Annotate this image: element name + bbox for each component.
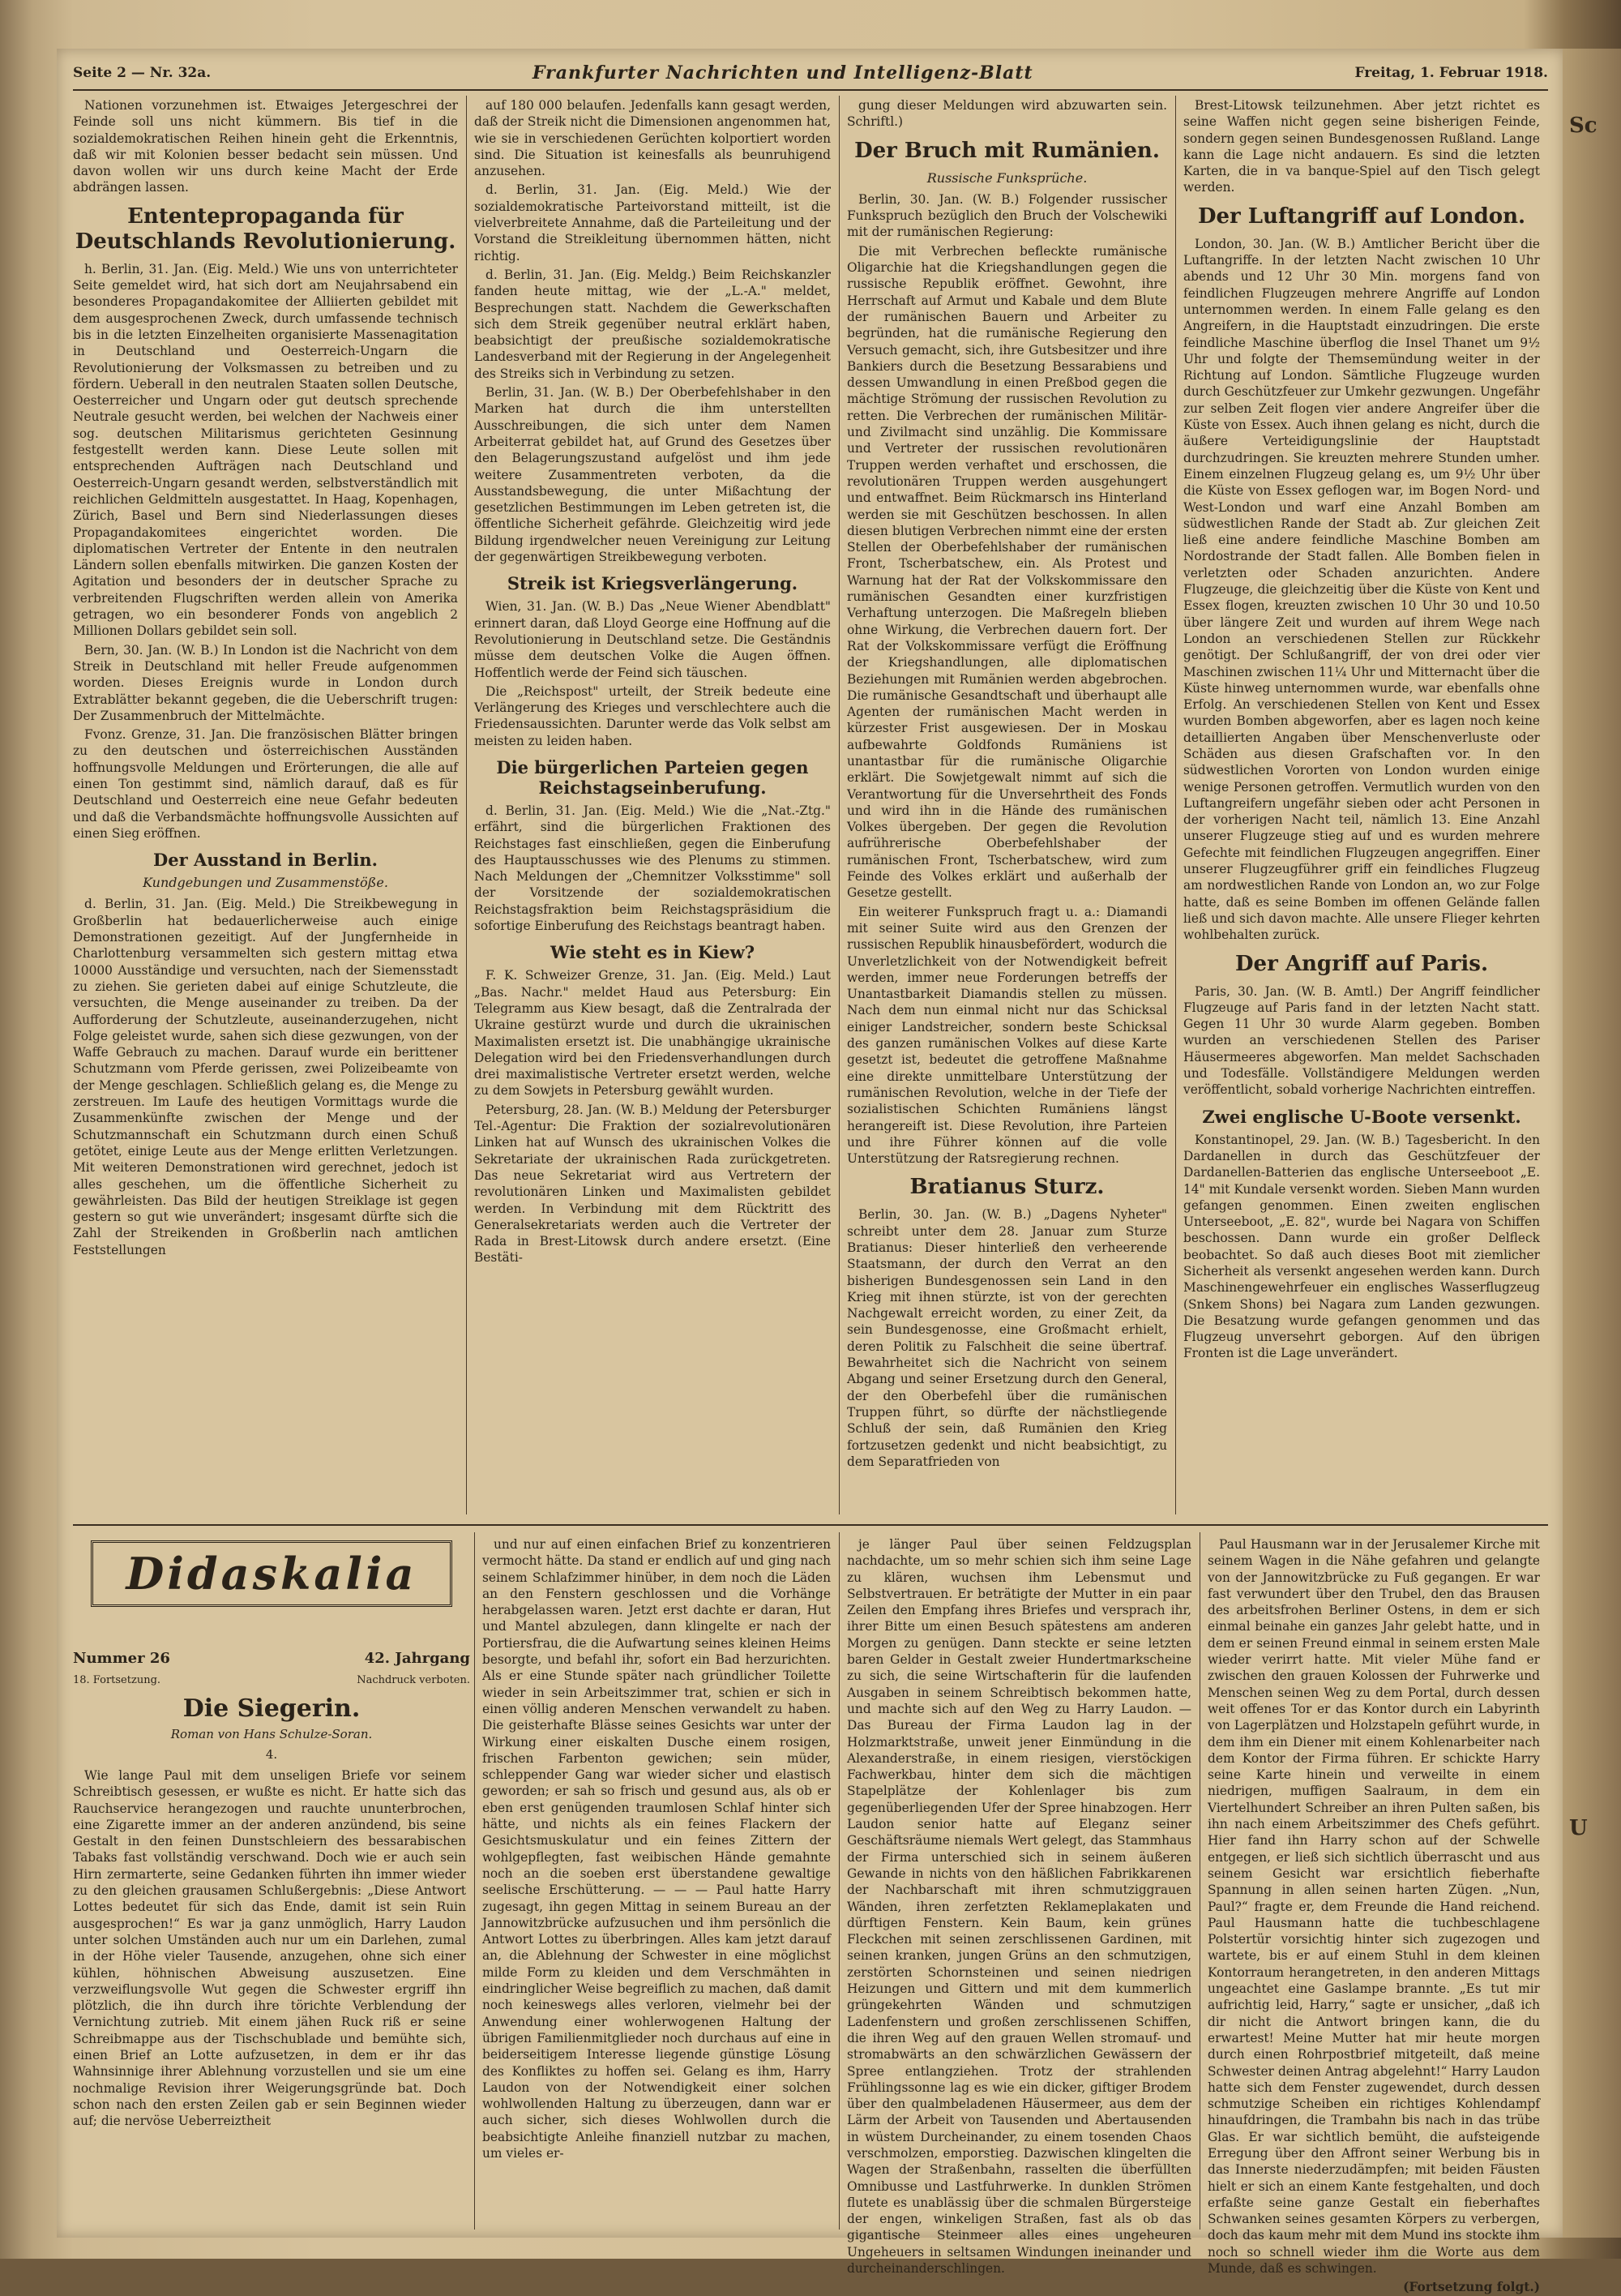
article-headline: Wie steht es in Kiew?: [550, 942, 755, 963]
article-paragraph: Brest-Litowsk teilzunehmen. Aber jetzt richtet es seine Waffen nicht gegen seine bisherigen Feinde, sondern gegen seinen Bundesgenossen Rußland. Lange kann die Lage nicht andauern. Es sind die letzten Karten, die in va banque-Spiel auf den Tisch gelegt werden.: [1183, 98, 1540, 195]
adjacent-page-fragment: Sc: [1569, 114, 1597, 138]
article-paragraph: d. Berlin, 31. Jan. (Eig. Meld.) Wie die „Nat.-Ztg." erfährt, sind die bürgerlichen Fraktionen des Reichstages fast einschließen, gegen die Einberufung des Hauptausschusses wie des Plenums zu stimmen. Nach Meldungen der „Chemnitzer Volksstimme" soll der Vorsitzende der sozialdemokratischen Reichstagsfraktion beim Reichstagspräsidium die sofortige Einberufung des Reichstags beantragt haben.: [474, 803, 831, 934]
article-paragraph: Ein weiterer Funkspruch fragt u. a.: Diamandi mit seiner Suite wird aus den Grenzen der russischen Republik hinausbefördert, wodurch die Unverletzlichkeit von der Notwendigkeit befreit werden, immer neue Forderungen betreffs der Unantastbarkeit Diamandis stellen zu müssen. Nach dem nun einmal nicht nur das Schicksal einiger Landstreicher, sondern beste Schicksal des ganzen rumänischen Volkes auf diese Karte gesetzt ist, bedeutet die getroffene Maßnahme eine direkte unmittelbare Unterstützung der rumänischen Revolution, welche in der Tiefe der sozialistischen Schichten Rumäniens längst herangereift ist. Diese Revolution, ihre Parteien und ihre Führer können auf die volle Unterstützung der Ratsregierung rechnen.: [847, 904, 1167, 1167]
article-paragraph: F. K. Schweizer Grenze, 31. Jan. (Eig. Meld.) Laut „Bas. Nachr." meldet Haud aus Petersburg: Ein Telegramm aus Kiew besagt, daß die Zentralrada der Ukraine gestürzt wurde und durch die ukrainischen Maximalisten ersetzt ist. Die unabhängige ukrainische Delegation wird bei den Friedensverhandlungen durch drei maximalistische Vertreter ersetzt werden, welche zu dem Sowjets in Petersburg gewählt wurden.: [474, 968, 831, 1099]
article-paragraph: Nationen vorzunehmen ist. Etwaiges Jetergeschrei der Feinde soll uns nicht kümmern. Bis tief in die sozialdemokratischen Reihen hinein geht die Erkenntnis, daß wir mit Kolonien besser bedacht sein müssen. Und davon wollen wir uns durch keine Macht der Erde abdrängen lassen.: [73, 98, 458, 195]
feuilleton-issue: Nummer 26: [73, 1650, 170, 1667]
article-paragraph: Die „Reichspost" urteilt, der Streik bedeute eine Verlängerung des Krieges und verschlechtere auch die Friedensaussichten. Darunter werde das Volk selbst am meisten zu leiden haben.: [474, 683, 831, 748]
section-rule: [73, 1524, 1548, 1526]
continued-note: (Fortsetzung folgt.): [1403, 2280, 1540, 2295]
news-column-2: [474, 97, 831, 1516]
news-column-1: [73, 97, 458, 1516]
article-headline: Der Ausstand in Berlin.: [153, 850, 378, 871]
article-headline: Ententepropaganda für Deutschlands Revolutionierung.: [75, 203, 456, 254]
article-headline: Der Bruch mit Rumänien.: [854, 138, 1160, 163]
article-paragraph: Wien, 31. Jan. (W. B.) Das „Neue Wiener Abendblatt" erinnert daran, daß Lloyd George eine Hoffnung auf die Revolutionierung in Deutschland setze. Die Geständnis müsse dem deutschen Volke die Augen öffnen. Hoffentlich werde der Feind sich täuschen.: [474, 599, 831, 680]
article-paragraph: d. Berlin, 31. Jan. (Eig. Meldg.) Beim Reichskanzler fanden heute mittag, wie der „L.-A." meldet, Besprechungen statt. Nachdem die Gewerkschaften sich dem Streik gegenüber neutral erklärt haben, beabsichtigt der preußische sozialdemokratische Landesverband mit der Regierung in der Angelegenheit des Streiks sich in Verbindung zu setzen.: [474, 267, 831, 381]
article-headline: Bratianus Sturz.: [909, 1175, 1105, 1200]
column-rule: [839, 96, 840, 1514]
novel-title: Die Siegerin.: [182, 1694, 361, 1723]
news-column-3: [847, 97, 1167, 1516]
novel-paragraph: Wie lange Paul mit dem unseligen Briefe vor seinem Schreibtisch gesessen, er wußte es nicht. Er hatte sich das Rauchservice herangezogen und rauchte ununterbrochen, eine Zigarette immer an der anderen anzündend, bis seine Gestalt in den feinen Dunstschleiern des bessarabischen Tabaks fast vollständig verschwand. Doch wie er auch sein Hirn zermarterte, seine Gedanken führten ihn immer wieder zu den gleichen grausamen Schlußergebnis: „Diese Antwort Lottes bedeutet für sich das Ende, damit ist sein Ruin ausgesprochen!“ Es war ja ganz unmöglich, Harry Laudon unter solchen Umständen auch nur um ein Darlehen, zumal in der Höhe vieler Tausende, anzugehen, ohne sich einer kühlen, höhnischen Abweisung auszusetzen. Eine verzweiflungsvolle Wut gegen die Schwester ergriff ihn plötzlich, die ihn durch ihre törichte Verblendung der Vernichtung zutrieb. Mit einem jähen Ruck riß er seine Schreibmappe aus der Tischschublade und bemühte sich, einen Brief an Lotte aufzusetzen, in dem er ihr das Wahnsinnige ihrer Ablehnung vorzustellen und sie um eine nochmalige Revision ihrer Weigerungsgründe bat. Doch schon nach den ersten Zeilen gab er sein Beginnen wieder auf; die nervöse Ueberreiztheit: [73, 1768, 466, 2129]
article-paragraph: Berlin, 30. Jan. (W. B.) „Dagens Nyheter" schreibt unter dem 28. Januar zum Sturze Bratianus: Dieser hinterließ den verheerende Staatsmann, der durch den Verrat an den bisherigen Bundesgenossen sein Land in den Krieg mit ihnen stürzte, ist von der gerechten Nachgewalt erreicht worden, zu einer Zeit, da sein Bundesgenosse, eine Großmacht erhielt, deren Politik zu Falschheit die seine übertraf. Bewahrheitet sich die Nachricht von seinem Abgang und seiner Ersetzung durch den General, der den Oberbefehl über die rumänischen Truppen führt, so dürfte der nächstliegende Schluß der sein, daß Rumänien den Krieg fortzusetzen gedenkt und nicht beabsichtigt, zu dem Separatfrieden von: [847, 1207, 1167, 1469]
masthead: [73, 57, 1548, 91]
article-subheadline: Kundgebungen und Zusammenstöße.: [143, 875, 388, 891]
column-rule: [466, 96, 467, 1514]
article-paragraph: Berlin, 30. Jan. (W. B.) Folgender russischer Funkspruch bezüglich den Bruch der Volschewiki mit der rumänischen Regierung:: [847, 191, 1167, 240]
article-paragraph: Bern, 30. Jan. (W. B.) In London ist die Nachricht von dem Streik in Deutschland mit heller Freude aufgenommen worden. Dieses Ereignis wurde in London durch Extrablätter bekannt gegeben, die die Ueberschrift trugen: Der Zusammenbruch der Mittelmächte.: [73, 642, 458, 723]
article-paragraph: gung dieser Meldungen wird abzuwarten sein. Schriftl.): [847, 98, 1167, 130]
feuilleton-header: [73, 1540, 470, 1630]
novel-column-2: [482, 1536, 831, 2230]
article-paragraph: London, 30. Jan. (W. B.) Amtlicher Bericht über die Luftangriffe. In der letzten Nacht zwischen 10 Uhr abends und 12 Uhr 30 Min. morgens fand von feindlichen Flugzeugen mehrere Angriffe auf London unternommen werden. In einem Falle gelang es den Angreifern, in die Hauptstadt einzudringen. Die erste feindliche Maschine überflog die Insel Thanet um 9½ Uhr und folgte der Themsemündung weiter in der Richtung auf London. Sämtliche Flugzeuge wurden durch Geschützfeuer zur Umkehr gezwungen. Ungefähr zur selben Zeit flogen vier andere Angreifer über die Küste von Essex. Auch ihnen gelang es nicht, durch die äußere Verteidigungslinie der Hauptstadt durchzudringen. Sie kreuzten mehrere Stunden umher. Einem einzelnen Flugzeug gelang es, um 9½ Uhr über die Küste von Essex geflogen war, im Bogen Nord- und West-London und warf eine Anzahl Bomben am südwestlichen Rande der Stadt ab. Zur gleichen Zeit ließ eine andere feindliche Maschine Bomben am Nordostrande der Stadt fallen. Alle Bomben fielen in verletzten oder Schaden anzurichten. Andere Flugzeuge, die gleichzeitig über die Küste von Kent und Essex flogen, kreuzten zwischen 10 Uhr 30 und 10.50 über längere Zeit und wurden auf ihrem Wege nach London an verschiedenen Stellen zur Rückkehr genötigt. Der Schlußangriff, der von drei oder vier Maschinen zwischen 11¼ Uhr und Mitternacht über die Küste hinweg unternommen wurde, war ebenfalls ohne Erfolg. An verschiedenen Stellen von Kent und Essex wurden Bomben abgeworfen, aber es lagen noch keine detaillierten Angaben über Menschenverluste oder Schäden aus diesen Grafschaften vor. In den südwestlichen Vororten von London wurden einige wenige Personen getroffen. Vermutlich wurden von den Luftangreifern ungefähr sieben oder acht Personen in der vorherigen Nacht teil, nämlich 13. Eine Anzahl unserer Flugzeuge stieg auf und es wurden mehrere Gefechte mit feindlichen Flugzeugen angegriffen. Einer unserer Flugzeugführer griff ein feindliches Flugzeug am nordwestlichen Rande von London an, wo zur Folge hatte, daß es seine Bomben im offenen Gelände fallen ließ und sich davon machte. Alle unsere Flieger kehrten wohlbehalten zurück.: [1183, 236, 1540, 943]
article-paragraph: auf 180 000 belaufen. Jedenfalls kann gesagt werden, daß der Streik nicht die Dimensionen angenommen hat, wie sie in verschiedenen Gerüchten kolportiert worden sind. Die Situation ist keinesfalls als beunruhigend anzusehen.: [474, 98, 831, 179]
news-column-4: [1183, 97, 1540, 1516]
article-paragraph: d. Berlin, 31. Jan. (Eig. Meld.) Wie der sozialdemokratische Parteivorstand mitteilt, ist die vielverbreitete Annahme, daß die Parteileitung und der Vorstand die Streikleitung übernommen hätten, nicht richtig.: [474, 182, 831, 263]
novel-column-4: [1208, 1536, 1540, 2295]
article-paragraph: Petersburg, 28. Jan. (W. B.) Meldung der Petersburger Tel.-Agentur: Die Fraktion der sozialrevolutionären Linken hat auf Wunsch des ukrainischen Volkes die Sekretariate der ukrainischen Rada zurückgetreten. Das neue Sekretariat wird aus Vertretern der revolutionären Linken und Maximalisten gebildet werden. In Verbindung mit dem Rücktritt des Generalsekretariats werden auch die Vertreter der Rada in Brest-Litowsk durch andere ersetzt. (Eine Bestäti-: [474, 1102, 831, 1266]
continuation-note: 18. Fortsetzung.: [73, 1674, 161, 1686]
article-headline: Streik ist Kriegsverlängerung.: [507, 573, 798, 594]
feuilleton-year: 42. Jahrgang: [364, 1650, 470, 1667]
issue-date: Freitag, 1. Februar 1918.: [1354, 65, 1548, 81]
chapter-number: 4.: [265, 1747, 278, 1762]
column-rule: [1175, 96, 1176, 1514]
novel-author: Roman von Hans Schulze-Soran.: [170, 1727, 373, 1741]
article-headline: Zwei englische U-Boote versenkt.: [1202, 1106, 1521, 1127]
article-paragraph: Berlin, 31. Jan. (W. B.) Der Oberbefehlshaber in den Marken hat durch die ihm unterstellten Ausschreibungen, die sich unter dem Namen Arbeiterrat gebildet hat, auf Grund des Gesetzes über den Belagerungszustand aufgelöst und ihm jede weitere Zusammentreten verboten, da die Ausstandsbewegung, die unter Mißachtung der gesetzlichen Bestimmungen im Leben getreten ist, die öffentliche Sicherheit gefährde. Gleichzeitig wird jede Bildung irgendwelcher neuen Vereinigung zur Leitung der gegenwärtigen Streikbewegung verboten.: [474, 385, 831, 565]
adjacent-page-fragment: U: [1569, 1816, 1588, 1840]
feuilleton-issue-row: [73, 1650, 470, 1667]
novel-column-3: [847, 1536, 1191, 2277]
article-paragraph: Fvonz. Grenze, 31. Jan. Die französischen Blätter bringen zu den deutschen und österreichischen Ausständen hoffnungsvolle Meldungen und Erörterungen, die alle auf einen Ton gestimmt sind, nämlich darauf, daß es für Deutschland und Oesterreich eine neue Gefahr bedeuten und daß die Verbandsmächte hoffnungsvolle Aussichten auf einen Sieg eröffnen.: [73, 727, 458, 841]
novel-paragraph: und nur auf einen einfachen Brief zu konzentrieren vermocht hätte. Da stand er endlich auf und ging nach seinem Schlafzimmer hinüber, in dem noch die Läden an den Fenstern geschlossen und die Vorhänge herabgelassen waren. Jetzt erst dachte er daran, Hut und Mantel abzulegen, dann klingelte er nach der Portiersfrau, die die Aufwartung seines kleinen Heims besorgte, und befahl ihr, sofort ein Bad herzurichten. Als er eine Stunde später nach gründlicher Toilette wieder in sein Arbeitszimmer trat, schien er sich in einen völlig anderen Menschen verwandelt zu haben. Die geisterhafte Blässe seines Gesichts war unter der Wirkung einer eiskalten Dusche einem rosigen, frischen Farbenton gewichen; sein müder, schleppender Gang war wieder sicher und elastisch geworden; er sah so frisch und gesund aus, als ob er eben erst genügenden traumlosen Schlaf hinter sich hätte, und nichts als ein feines Flackern der Gesichtsmuskulatur und ein feines Zittern der wohlgepflegten, fast weibischen Hände gemahnte noch an die soeben erst überstandene gewaltige seelische Erschütterung. — — — Paul hatte Harry zugesagt, ihn gegen Mittag in seinem Bureau an der Jannowitzbrücke aufzusuchen und ihm persönlich die Antwort Lottes zu überbringen. Alles kam jetzt darauf an, die Ablehnung der Schwester in eine möglichst milde Form zu kleiden und dem Verschmähten in eindringlicher Weise begreiflich zu machen, daß damit noch keineswegs alles verloren, vielmehr bei der Anwendung einer wohlerwogenen Haltung der übrigen Familienmitglieder noch durchaus auf eine in beiderseitigem Interesse liegende günstige Lösung des Konfliktes zu hoffen sei. Gelang es ihm, Harry Laudon von der Notwendigkeit einer solchen wohlwollenden Haltung zu überzeugen, dann war er auch sicher, sich dieses Wohlwollen durch die beabsichtigte Anleihe finanziell nutzbar zu machen, um vieles er-: [482, 1537, 831, 2161]
article-subheadline: Russische Funksprüche.: [926, 169, 1088, 186]
feuilleton-meta-row: [73, 1674, 470, 1686]
adjacent-page-edge: [1563, 49, 1621, 2238]
article-paragraph: Paris, 30. Jan. (W. B. Amtl.) Der Angriff feindlicher Flugzeuge auf Paris fand in der letzten Nacht statt. Gegen 11 Uhr 30 wurde Alarm gegeben. Bomben wurden an verschiedenen Stellen des Pariser Häusermeeres abgeworfen. Man meldet Sachschaden und Todesfälle. Vollständigere Meldungen werden veröffentlicht, sobald vorherige Nachrichten eintreffen.: [1183, 983, 1540, 1098]
novel-paragraph: je länger Paul über seinen Feldzugsplan nachdachte, um so mehr schien sich ihm seine Lage zu klären, wuchsen ihm Lebensmut und Selbstvertrauen. Er beträtigte der Mutter in ein paar Zeilen den Empfang ihres Briefes und versprach ihr, ihrer Bitte um einen Besuch spätestens am anderen Morgen zu genügen. Dann steckte er seine letzten baren Gelder in Gestalt zweier Hundertmarkscheine zu sich, die seine Wirtschafterin für die laufenden Ausgaben in seinem Schreibtisch bekommen hatte, und machte sich auf den Weg zu Harry Laudon. — Das Bureau der Firma Laudon lag in der Holzmarktstraße, unweit jener Einmündung in die Alexanderstraße, in einem riesigen, vierstöckigen Fachwerkbau, hinter dem sich die mächtigen Stapelplätze der Kohlenlager bis zum gegenüberliegenden Ufer der Spree hinabzogen. Herr Laudon senior hatte auf Eleganz seiner Geschäftsräume niemals Wert gelegt, das Stammhaus der Firma unterschied sich in seinem äußeren Gewande in nichts von den häßlichen Fabrikkarenen der Nachbarschaft mit ihren schmutziggrauen Wänden, ihren zerfetzten Reklameplakaten und dürftigen Fenstern. Kein Baum, kein grünes Fleckchen mit seinen zerschlissenen Gardinen, mit seinen kranken, jungen Grüns an den schmutzigen, zerstörten Schornsteinen und seinen niedrigen Heizungen und Gittern und mit dem kummerlich grüngekehrten Wänden und schmutzigen Ladenfenstern und großen zerschlissenen Schiffen, die ihren Weg auf den grauen Wellen stromauf- und stromabwärts an den schwärzlichen Gewässern der Spree entlangziehen. Trotz der strahlenden Frühlingssonne lag es wie ein dicker, giftiger Brodem über den qualmbeladenen Häusermeer, aus dem der Lärm der Arbeit von Tausenden und Abertausenden in wüstem Durcheinander, zu einem tosenden Chaos verschmolzen, emporstieg. Dazwischen klingelten die Wagen der Straßenbahn, rasselten die überfüllten Omnibusse und Lastfuhrwerke. In dunklen Strömen flutete es unablässig über die schmalen Bürgersteige der engen, winkeligen Straßen, fast als ob das gigantische Steinmeer alles eines ungeheuren Ungeheuers in seltsamen Windungen ineinander und durcheinanderschlingen.: [847, 1537, 1191, 2277]
page-number: Seite 2 — Nr. 32a.: [73, 65, 212, 81]
column-rule: [474, 1532, 475, 2230]
article-paragraph: h. Berlin, 31. Jan. (Eig. Meld.) Wie uns von unterrichteter Seite gemeldet wird, hat sich dort am Neujahrsabend ein besonderes Propagandakomitee der Alliierten gebildet mit dem ausgesprochenen Zweck, durch umfassende technisch bis in die letzten Einzelheiten organisierte Massenagitation in Deutschland und Oesterreich-Ungarn die Revolutionierung der Volksmassen zu betreiben und zu fördern. Ueberall in den neutralen Staaten sollen Deutsche, Oesterreicher und Ungarn oder gut deutsch sprechende Neutrale gesucht werden, bei welchen der Nachweis einer sog. deutschen Militarismus gerichteten Gesinnung festgestellt werden kann. Diese Leute sollen mit entsprechenden Aufträgen nach Deutschland und Oesterreich-Ungarn gesandt werden, selbstverständlich mit reichlichen Geldmitteln ausgestattet. In Haag, Kopenhagen, Zürich, Basel und Bern sind Niederlassungen dieses Propagandakomitees eingerichtet worden. Die diplomatischen Vertreter der Entente in den neutralen Ländern sollen ebenfalls mitwirken. Die ganzen Kosten der Agitation und besonders der in deutscher Sprache zu verbreitenden Flugschriften werden allein von Amerika getragen, wo ein besonderer Fonds von angeblich 2 Millionen Dollars gebildet sein soll.: [73, 261, 458, 639]
rights-note: Nachdruck verboten.: [357, 1674, 470, 1686]
article-paragraph: Konstantinopel, 29. Jan. (W. B.) Tagesbericht. In den Dardanellen in durch das Geschützfeuer der Dardanellen-Batterien das englische Unterseeboot „E. 14" mit Kundale versenkt worden. Sieben Mann wurden gefangen genommen. Einen zweiten englischen Unterseeboot, „E. 82", wurde bei Nagara von Schiffen beschossen. Dann wurde ein großer Delfleck beobachtet. So daß auch dieses Boot mit ziemlicher Sicherheit als versenkt angesehen werden kann. Durch Maschinengewehrfeuer ein englisches Wasserflugzeug (Snkem Shons) bei Nagara zum Landen gezwungen. Die Besatzung wurde gefangen genommen und das Flugzeug unversehrt geborgen. Auf den übrigen Fronten ist die Lage unverändert.: [1183, 1132, 1540, 1361]
article-headline: Die bürgerlichen Parteien gegen Reichstagseinberufung.: [496, 756, 809, 798]
article-paragraph: Die mit Verbrechen befleckte rumänische Oligarchie hat die Kriegshandlungen gegen die russische Republik eröffnet. Gewohnt, ihre Herrschaft auf Armut und Kabale und dem Blute der rumänischen Bauern und Arbeiter zu begründen, hat die rumänische Regierung den Versuch gemacht, sich, ihre Gutsbesitzer und ihre Bankiers durch die Besetzung Bessarabiens und dessen Umwandlung in einen Preßbod gegen die mächtige Strömung der russischen Revolution zu retten. Die Verbrechen der rumänischen Militär- und Zivilmacht sind unzählig. Die Kommissare und Vertreter der russischen revolutionären Truppen werden verhaftet und erschossen, die revolutionären Truppen werden ausgehungert und entwaffnet. Beim Rückmarsch ins Hinterland werden sie mit Geschützen beschossen. In allen diesen blutigen Verbrechen nimmt eine der ersten Stellen der Oberbefehlshaber der rumänischen Front, Tscherbatschew, ein. Als Protest und Warnung hat der Rat der Volkskommissare den rumänischen Gesandten einer kurzfristigen Verhaftung unterzogen. Die Maßregeln blieben ohne Wirkung, die Verbrechen dauern fort. Der Rat der Volkskommissare verfügt die Eröffnung der Kriegshandlungen, alle diplomatischen Beziehungen mit Rumänien werden abgebrochen. Die rumänische Gesandtschaft und überhaupt alle Agenten der rumänischen Macht werden in kürzester Frist ausgewiesen. Der in Moskau aufbewahrte Goldfonds Rumäniens ist unantastbar für die rumänische Oligarchie erklärt. Die Sowjetgewalt nimmt auf sich die Verantwortung für die Unversehrtheit des Fonds und wird ihn in die Hände des rumänischen Volkes übergeben. Der gegen die Revolution aufrührerische Oberbefehlshaber der rumänischen Front, Tscherbatschew, wird zum Feinde des Volkes erklärt und außerhalb der Gesetze gestellt.: [847, 243, 1167, 901]
novel-paragraph: Paul Hausmann war in der Jerusalemer Kirche mit seinem Wagen in die Nähe gefahren und gelangte von der Jannowitzbrücke zu Fuß gegangen. Er war fast verwundert über den Trubel, den das Brausen des arbeitsfrohen Berliner Ostens, in dem er sich einmal beinahe ein ganzes Jahr gelebt hatte, und in dem er seinen Freund einmal in seinem ersten Male wieder verirrt hatte. Mit vieler Mühe fand er zwischen den grauen Kolossen der Fuhrwerke und Menschen seinen Weg zu dem Portal, durch dessen weit offenes Tor er das Kontor durch ein Labyrinth von Lagerplätzen und Holzstapeln geführt wurde, in dem ihm ein Diener mit einem Kohlenarbeiter nach dem Kontor der Firma führen. Er schickte Harry seine Karte hinein und verweilte in einem niedrigen, muffigen Saalraum, in dem ein Viertelhundert Schreiber an ihren Pulten saßen, bis ihn nach einem Arbeitszimmer des Chefs geführt. Hier fand ihn Harry schon auf der Schwelle entgegen, er ließ sich sichtlich überrascht und aus seinem Gesicht war ersichtlich fieberhafte Spannung in allen seinen harten Zügen. „Nun, Paul?“ fragte er, dem Freunde die Hand reichend. Paul Hausmann hatte die tuchbeschlagene Polstertür vorsichtig hinter sich zugezogen und wartete, bis er auf einem Stuhl in dem kleinen Kontorraum herangetreten, in den anderen Mittags ungeachtet eine Gaslampe brannte. „Es tut mir aufrichtig leid, Harry,“ sagte er unsicher, „daß ich dir nicht die Antwort bringen kann, die du erwartest! Meine Mutter hat mir heute morgen durch einen Rohrpostbrief mitgeteilt, daß meine Schwester deinen Antrag abgelehnt!“ Harry Laudon hatte sich dem Fenster zugewendet, durch dessen schmutzige Scheiben ein richtiges Kohlendampf hinaufdringen, die Trambahn bis nach in das trübe Glas. Er war sichtlich bemüht, die aufsteigende Erregung über den Affront seiner Werbung bis in das Innerste niederzudämpfen; mit beiden Fäusten hielt er sich an einem Kante festgehalten, und doch erfaßte seine ganze Gestalt ein fieberhaftes Schwanken seines gesamten Körpers zu verbergen, doch das kaum mehr mit dem Mund ins stockte ihm noch so schnell wieder ihm die Worte aus dem Munde, daß es schwingen.: [1208, 1537, 1540, 2277]
novel-column-1: [73, 1767, 466, 2230]
article-paragraph: d. Berlin, 31. Jan. (Eig. Meld.) Die Streikbewegung in Großberlin hat bedauerlicherweise auch einige Demonstrationen gezeitigt. Auf der Jungfernheide in Charlottenburg versammelten sich gestern mittag etwa 10000 Ausständige und versuchten, nach der Siemensstadt zu ziehen. Sie gerieten dabei auf einige Schutzleute, die versuchten, die Menge auseinander zu treiben. Da der Aufforderung der Schutzleute, auseinanderzugehen, nicht Folge geleistet wurde, sahen sich diese gezwungen, von der Waffe Gebrauch zu machen. Darauf wurde ein berittener Schutzmann vom Pferde gerissen, zwei Polizeibeamte von der Menge geschlagen. Schließlich gelang es, die Menge zu zerstreuen. Im Laufe des heutigen Vormittags wurde die Zusammenkünfte zwischen der Menge und der Schutzmannschaft ein Schutzmann durch einen Schuß getötet, einige Leute aus der Menge erlitten Verletzungen. Mit weiteren Demonstrationen wird gerechnet, jedoch ist alles geschehen, um die öffentliche Sicherheit zu gewährleisten. Das Bild der heutigen Streiklage ist gegen gestern so gut wie unverändert; insgesamt dürfte sich die Zahl der Streikenden in Großberlin nach amtlichen Feststellungen: [73, 897, 458, 1257]
didaskalia-logo: Didaskalia: [91, 1540, 452, 1607]
article-headline: Der Angriff auf Paris.: [1234, 951, 1488, 976]
newspaper-title: Frankfurter Nachrichten und Intelligenz-Blatt: [532, 62, 1033, 84]
article-headline: Der Luftangriff auf London.: [1197, 203, 1526, 229]
column-rule: [839, 1532, 840, 2230]
